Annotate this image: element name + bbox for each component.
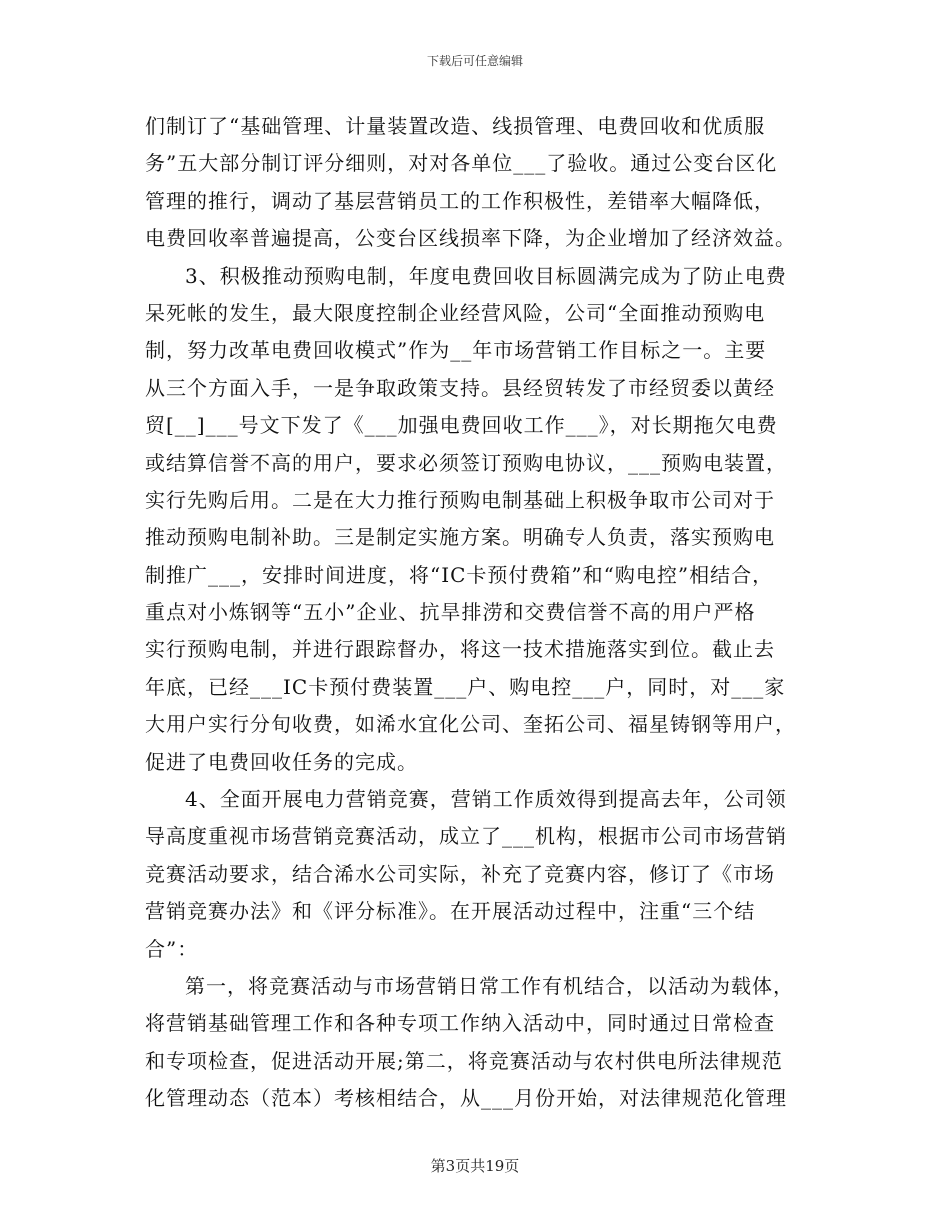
body-line: 和专项检查，促进活动开展;第二，将竞赛活动与农村供电所法律规范 [145, 1048, 783, 1073]
body-line: 们制订了“基础管理、计量装置改造、线损管理、电费回收和优质服 [145, 114, 766, 138]
body-line: 合”： [145, 936, 199, 961]
paragraph-start-line: 3、积极推动预购电制，年度电费回收目标圆满完成为了防止电费 [185, 263, 787, 288]
paragraph-start-line: 第一，将竞赛活动与市场营销日常工作有机结合，以活动为载体， [185, 973, 794, 998]
body-line: 务”五大部分制订评分细则，对对各单位___了验收。通过公变台区化 [145, 151, 778, 176]
body-line: 贸[__]___号文下发了《___加强电费回收工作___》，对长期拖欠电费 [145, 413, 778, 438]
body-line: 将营销基础管理工作和各种专项工作纳入活动中，同时通过日常检查 [145, 1011, 775, 1036]
body-line: 从三个方面入手，一是争取政策支持。县经贸转发了市经贸委以黄经 [145, 375, 775, 400]
body-line: 制，努力改革电费回收模式”作为__年市场营销工作目标之一。主要 [145, 338, 767, 363]
body-line: 年底，已经___IC卡预付费装置___户、购电控___户，同时，对___家 [145, 674, 786, 699]
page-footer: 第3页共19页 [430, 1157, 520, 1175]
body-line: 重点对小炼钢等“五小”企业、抗旱排涝和交费信誉不高的用户严格 [145, 600, 756, 625]
body-line: 制推广___，安排时间进度，将“IC卡预付费箱”和“购电控”相结合， [145, 562, 774, 587]
body-line: 实行先购后用。二是在大力推行预购电制基础上积极争取市公司对于 [145, 487, 775, 512]
body-line: 推动预购电制补助。三是制定实施方案。明确专人负责，落实预购电 [145, 525, 775, 550]
body-line: 促进了电费回收任务的完成。 [145, 749, 418, 774]
body-line: 大用户实行分旬收费，如浠水宜化公司、奎拓公司、福星铸钢等用户， [145, 712, 796, 737]
body-line: 化管理动态（范本）考核相结合，从___月份开始，对法律规范化管理 [145, 1086, 787, 1111]
document-body [145, 108, 825, 1118]
body-line: 呆死帐的发生，最大限度控制企业经营风险，公司“全面推动预购电 [145, 300, 766, 325]
body-line: 实行预购电制，并进行跟踪督办，将这一技术措施落实到位。截止去 [145, 637, 775, 662]
paragraph-start-line: 4、全面开展电力营销竞赛，营销工作质效得到提高去年，公司领 [185, 787, 787, 812]
body-line: 或结算信誉不高的用户，要求必须签订预购电协议，___预购电装置， [145, 450, 787, 475]
body-line: 营销竞赛办法》和《评分标准》。在开展活动过程中，注重“三个结 [145, 899, 756, 924]
body-line: 导高度重视市场营销竞赛活动，成立了___机构，根据市公司市场营销 [145, 824, 787, 849]
body-line: 电费回收率普遍提高，公变台区线损率下降，为企业增加了经济效益。 [145, 226, 796, 251]
body-line: 竞赛活动要求，结合浠水公司实际，补充了竞赛内容，修订了《市场 [145, 861, 775, 886]
page-header: 下载后可任意编辑 [426, 54, 523, 68]
body-line: 管理的推行，调动了基层营销员工的工作积极性，差错率大幅降低， [145, 188, 775, 213]
